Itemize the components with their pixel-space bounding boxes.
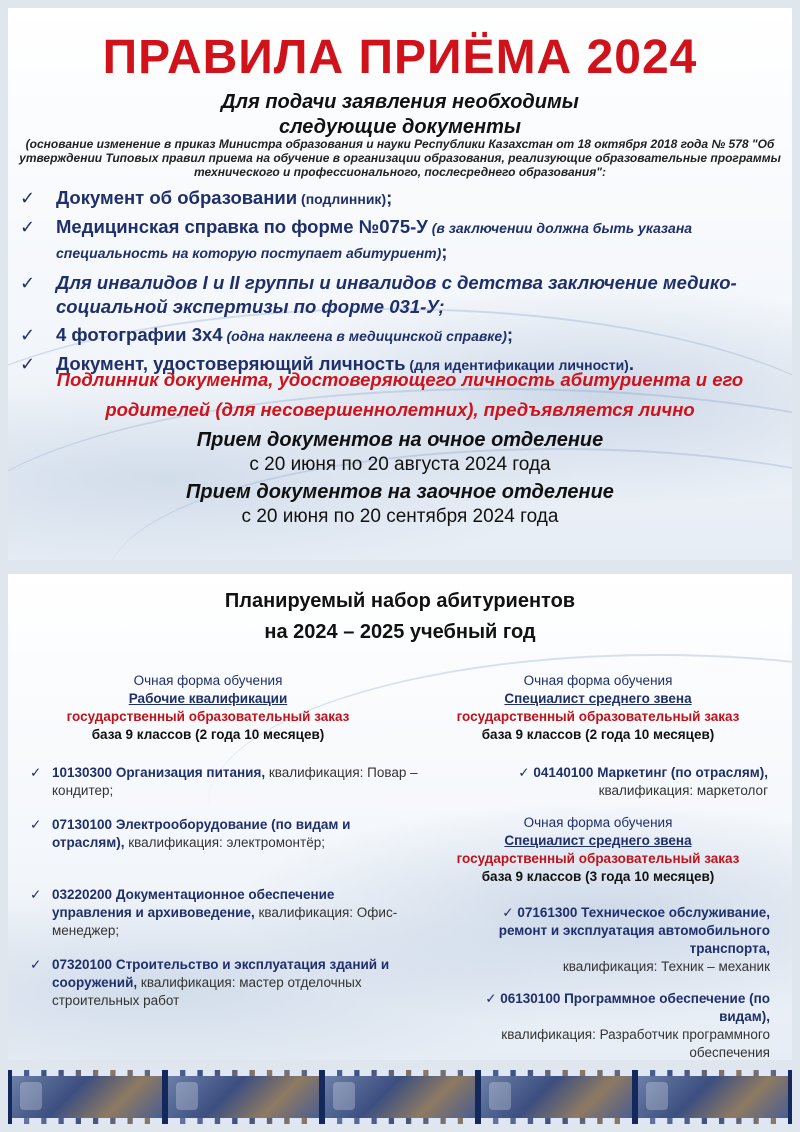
check-icon: ✓ (20, 325, 36, 345)
document-item: ✓ Документ, удостоверяющий личность (для идентификации личности). (20, 353, 634, 374)
photo-frame (12, 1070, 162, 1124)
specialty-item: ✓ 10130300 Организация питания, квалификация: Повар – кондитер; (30, 765, 418, 798)
page-title: ПРАВИЛА ПРИЁМА 2024 (102, 31, 698, 84)
check-icon: ✓ (20, 273, 36, 293)
right-group-header: Очная форма обучения Специалист среднего звена государственный образовательный заказ база 9 классов (2 года 10 месяцев) (456, 673, 740, 742)
parttime-admission: Прием документов на заочное отделение с 20 июня по 20 сентября 2024 года (186, 481, 614, 527)
legal-basis: (основание изменение в приказ Министра образования и науки Республики Казахстан от 18 октября 2018 года № 578 "Об утверждении Типовых правил приема на обучение в организации образования, реализующие образовательные программы технического и профессионального, послесреднего образования": (19, 137, 781, 179)
check-icon: ✓ (20, 188, 36, 208)
document-item: ✓ 4 фотографии 3х4 (одна наклеена в медицинской справке); (20, 324, 514, 345)
photo-frame (638, 1070, 788, 1124)
specialty-item: ✓ 07320100 Строительство и эксплуатация зданий и сооружений, квалификация: мастер отделочных строительных работ (30, 957, 390, 1008)
check-icon: ✓ (30, 887, 42, 902)
check-icon: ✓ (30, 765, 42, 780)
documents-list (16, 186, 786, 377)
check-icon: ✓ (20, 217, 36, 237)
check-icon: ✓ (485, 991, 497, 1006)
document-item: ✓ Медицинская справка по форме №075-У (в заключении должна быть указана специальность на которую поступает абитуриент); (20, 216, 693, 262)
enrollment-panel (8, 574, 792, 1060)
photo-frame (168, 1070, 318, 1124)
check-icon: ✓ (30, 817, 42, 832)
document-item: ✓ Документ об образовании (подлинник); (20, 187, 393, 208)
check-icon: ✓ (502, 905, 514, 920)
specialty-item: ✓ 07161300 Техническое обслуживание, ремонт и эксплуатация автомобильного транспорта, квалификация: Техник – механик (498, 905, 770, 974)
requirements-panel (8, 8, 792, 560)
specialty-item: ✓ 07130100 Электрооборудование (по видам и отраслям), квалификация: электромонтёр; (30, 817, 351, 850)
enrollment-title: Планируемый набор абитуриентов на 2024 – 2025 учебный год (224, 590, 576, 643)
photo-film-strip (8, 1070, 792, 1124)
check-icon: ✓ (30, 957, 42, 972)
check-icon: ✓ (518, 765, 530, 780)
original-notice: Подлинник документа, удостоверяющего личность абитуриента и его родителей (для несовершеннолетних), предъявляется лично (56, 369, 744, 420)
documents-heading: Для подачи заявления необходимы следующие документы (221, 91, 579, 138)
document-item: ✓ Для инвалидов I и II группы и инвалидов с детства заключение медико-социальной экспертизы по форме 031-У; (20, 272, 737, 317)
specialty-item: ✓ 04140100 Маркетинг (по отраслям), квалификация: маркетолог (518, 765, 768, 798)
specialty-item: ✓ 03220200 Документационное обеспечение управления и архивоведение, квалификация: Офис-менеджер; (30, 887, 398, 938)
photo-frame (481, 1070, 631, 1124)
right-group-header: Очная форма обучения Специалист среднего звена государственный образовательный заказ база 9 классов (3 года 10 месяцев) (456, 815, 740, 884)
fulltime-admission: Прием документов на очное отделение с 20 июня по 20 августа 2024 года (196, 429, 604, 475)
specialty-item: ✓ 06130100 Программное обеспечение (по видам), квалификация: Разработчик программного обеспечения (485, 991, 770, 1060)
check-icon: ✓ (20, 354, 36, 374)
left-group-header: Очная форма обучения Рабочие квалификации государственный образовательный заказ база 9 классов (2 года 10 месяцев) (66, 673, 350, 742)
photo-frame (325, 1070, 475, 1124)
